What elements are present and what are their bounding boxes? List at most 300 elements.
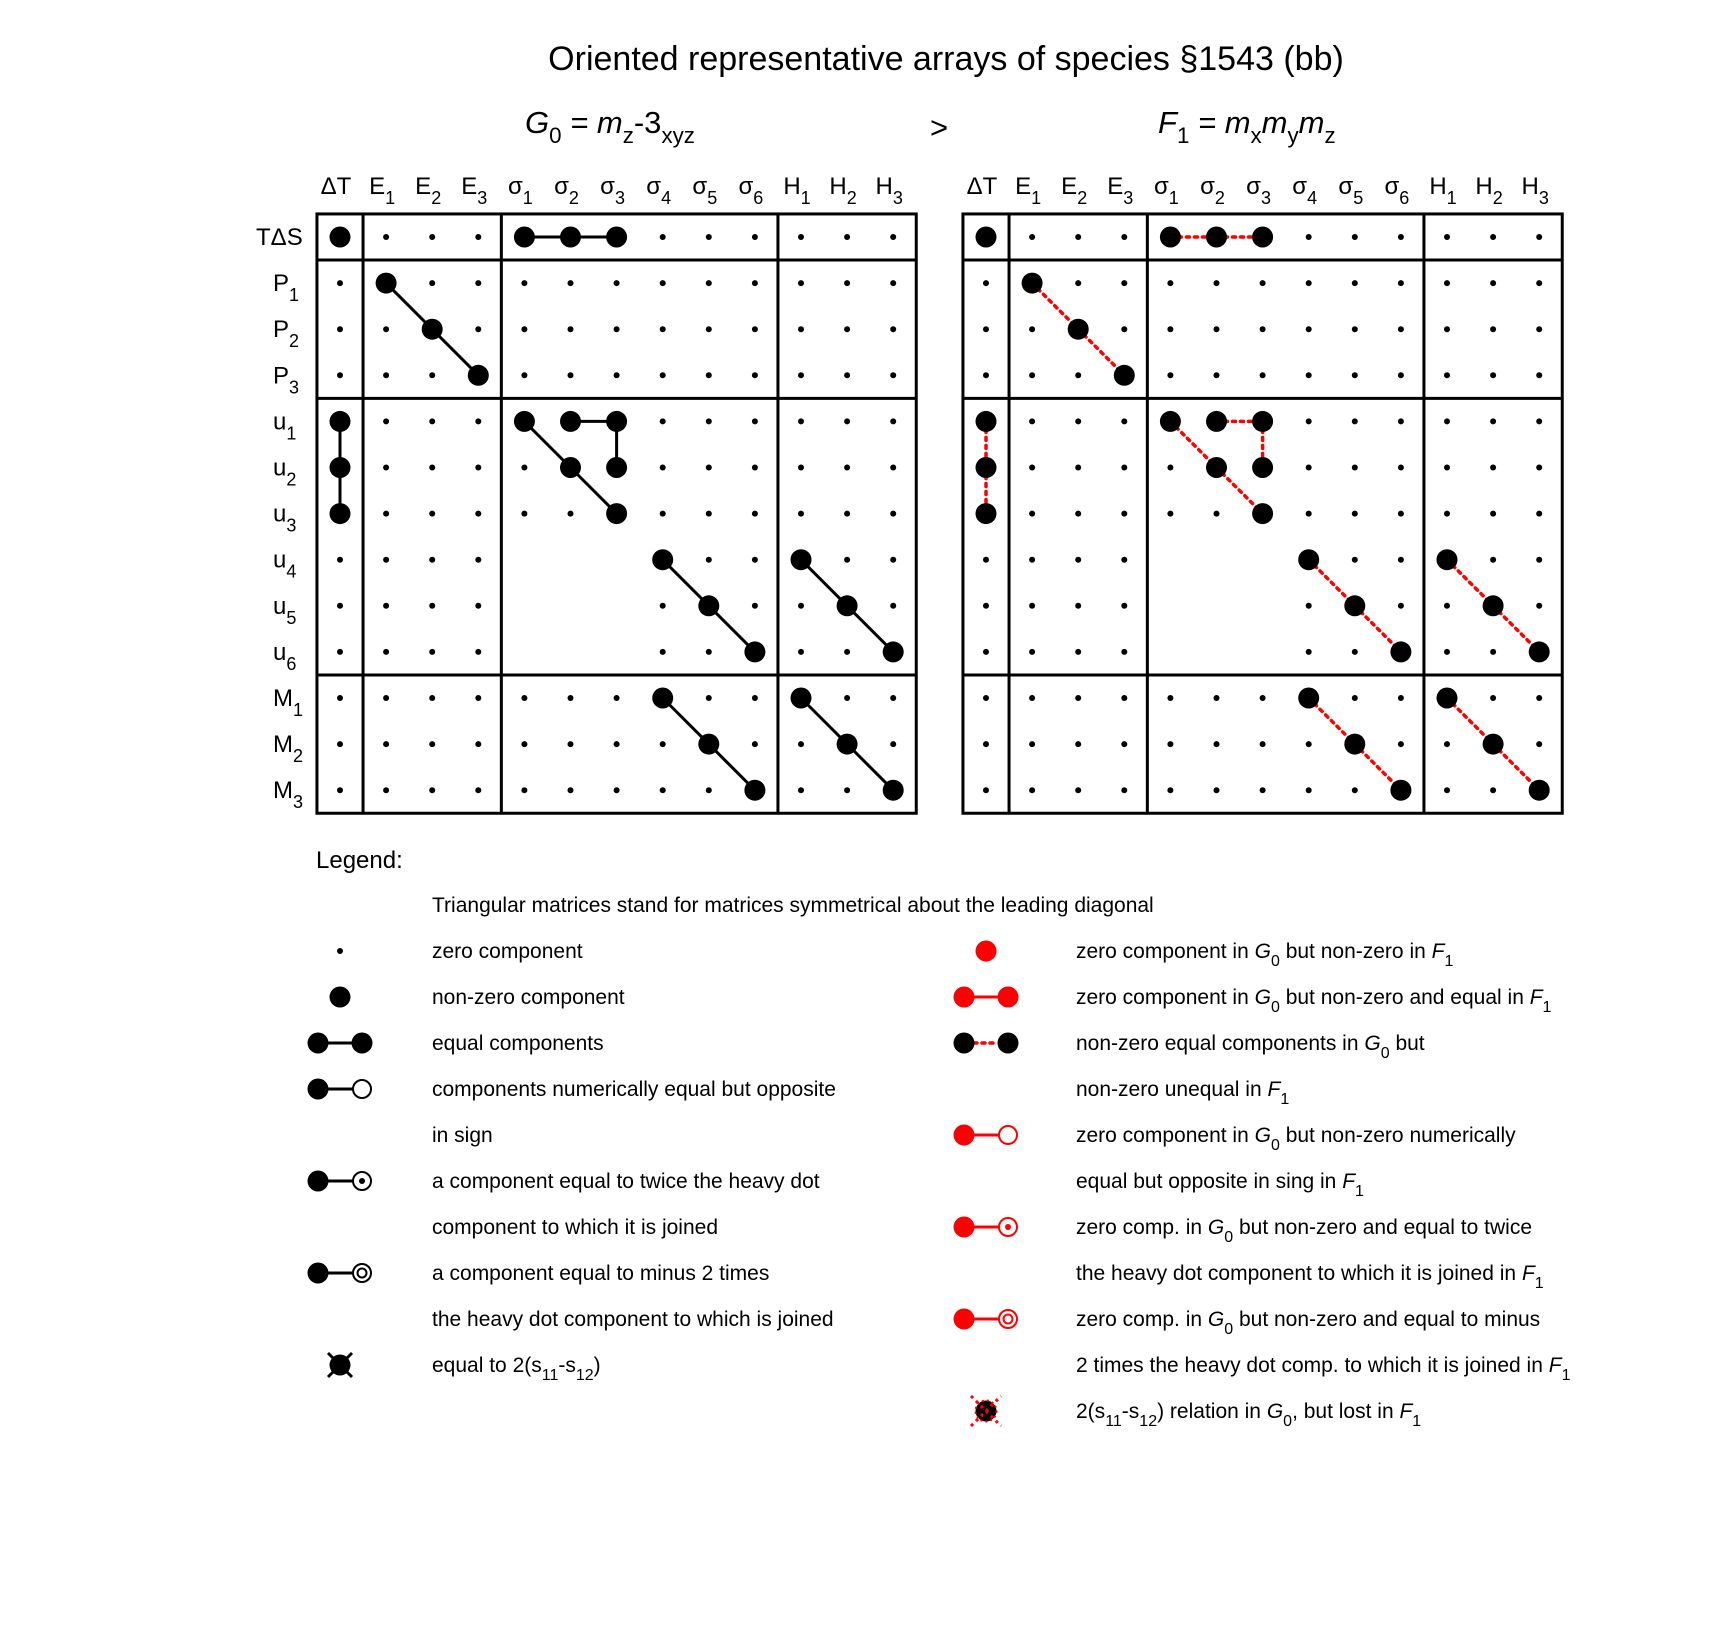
- zero-component: [383, 695, 389, 701]
- legend-text: non-zero unequal in $F_1$: [1076, 1078, 1290, 1108]
- zero-component: [521, 511, 527, 517]
- zero-component: [752, 511, 758, 517]
- zero-component: [1536, 695, 1542, 701]
- zero-component: [1167, 787, 1173, 793]
- zero-component: [1214, 741, 1220, 747]
- zero-component: [1536, 234, 1542, 240]
- zero-component: [383, 372, 389, 378]
- zero-component: [1444, 465, 1450, 471]
- legend-text: zero component in $G_0$ but non-zero in $F_1$: [1076, 940, 1454, 970]
- zero-component: [844, 372, 850, 378]
- zero-component: [1444, 741, 1450, 747]
- row-label: TΔS: [256, 224, 303, 251]
- zero-component: [1398, 465, 1404, 471]
- non-zero-component: [606, 457, 627, 478]
- zero-component: [1398, 234, 1404, 240]
- zero-component: [1306, 280, 1312, 286]
- legend-text: equal to $2(s_{11}-s_{12})$: [432, 1354, 601, 1384]
- zero-component: [521, 787, 527, 793]
- zero-component: [521, 326, 527, 332]
- legend-item: [330, 986, 625, 1009]
- row-label: $M_2$: [273, 731, 304, 767]
- red-dot-symbol: [976, 941, 997, 962]
- legend-item: [971, 1396, 1421, 1430]
- non-zero-component: [1114, 365, 1135, 386]
- zero-component: [337, 787, 343, 793]
- legend-item: [954, 1032, 1425, 1108]
- zero-component: [1352, 787, 1358, 793]
- legend-text: non-zero equal components in $G_0$ but: [1076, 1032, 1425, 1062]
- left-column-label: $E_3$: [461, 173, 488, 208]
- non-zero-component: [1390, 641, 1411, 662]
- zero-component: [660, 649, 666, 655]
- zero-component: [1536, 511, 1542, 517]
- zero-component: [1075, 787, 1081, 793]
- zero-component: [844, 326, 850, 332]
- zero-component: [1306, 234, 1312, 240]
- zero-component: [752, 557, 758, 563]
- zero-component: [1352, 234, 1358, 240]
- zero-component: [1029, 557, 1035, 563]
- zero-component: [1306, 372, 1312, 378]
- zero-component: [706, 695, 712, 701]
- zero-component: [1352, 372, 1358, 378]
- zero-component: [660, 234, 666, 240]
- legend-text: non-zero component: [432, 986, 625, 1009]
- zero-component: [429, 557, 435, 563]
- non-zero-component: [976, 227, 997, 248]
- zero-component: [1398, 511, 1404, 517]
- right-column-label: ΔT: [966, 173, 998, 200]
- zero-component: [798, 372, 804, 378]
- zero-component: [844, 557, 850, 563]
- right-column-label: $H_3$: [1521, 173, 1549, 208]
- zero-component: [383, 741, 389, 747]
- non-zero-component: [837, 595, 858, 616]
- arrays-layer: [256, 173, 1562, 813]
- left-array: [256, 173, 916, 813]
- zero-component: [337, 326, 343, 332]
- zero-component: [1121, 603, 1127, 609]
- left-array-heading: $G_0 = m_z-3_{xyz}$: [525, 105, 695, 148]
- zero-component: [1029, 418, 1035, 424]
- zero-component: [798, 603, 804, 609]
- zero-component: [1352, 465, 1358, 471]
- zero-component: [1075, 372, 1081, 378]
- zero-component: [1536, 418, 1542, 424]
- legend-item: [954, 1216, 1544, 1292]
- zero-component: [1490, 234, 1496, 240]
- non-zero-component: [1252, 457, 1273, 478]
- zero-component: [1029, 511, 1035, 517]
- red-equal-pair-symbol: [954, 987, 1019, 1008]
- non-zero-component: [791, 549, 812, 570]
- zero-component: [1444, 372, 1450, 378]
- zero-component: [1352, 280, 1358, 286]
- non-zero-component: [422, 319, 443, 340]
- zero-component: [337, 280, 343, 286]
- zero-component: [983, 649, 989, 655]
- zero-component: [706, 649, 712, 655]
- non-zero-component: [1483, 595, 1504, 616]
- zero-component: [337, 649, 343, 655]
- zero-component: [1029, 603, 1035, 609]
- zero-component: [429, 465, 435, 471]
- zero-component: [1260, 787, 1266, 793]
- zero-component: [844, 234, 850, 240]
- legend-heading: Legend:: [316, 847, 403, 874]
- zero-component: [429, 372, 435, 378]
- zero-component: [1444, 511, 1450, 517]
- zero-component: [429, 649, 435, 655]
- zero-component: [890, 557, 896, 563]
- zero-component: [890, 603, 896, 609]
- zero-component: [568, 787, 574, 793]
- zero-component: [1075, 280, 1081, 286]
- non-zero-component: [698, 595, 719, 616]
- right-column-label: $\sigma_5$: [1338, 173, 1364, 208]
- non-zero-component: [330, 503, 351, 524]
- zero-component: [429, 280, 435, 286]
- zero-component: [844, 695, 850, 701]
- non-zero-component: [1529, 641, 1550, 662]
- right-column-label: $H_1$: [1429, 173, 1457, 208]
- left-column-label: $E_2$: [415, 173, 442, 208]
- zero-component: [1490, 787, 1496, 793]
- zero-component: [475, 280, 481, 286]
- legend-text: components numerically equal but opposite: [432, 1078, 836, 1101]
- zero-component: [1398, 418, 1404, 424]
- legend-text: zero component: [432, 940, 583, 963]
- zero-component: [1352, 557, 1358, 563]
- zero-component: [1075, 418, 1081, 424]
- zero-component: [1536, 280, 1542, 286]
- non-zero-component: [1437, 688, 1458, 709]
- non-zero-component: [1298, 549, 1319, 570]
- zero-component: [660, 787, 666, 793]
- zero-component: [614, 695, 620, 701]
- right-column-label: $H_2$: [1475, 173, 1503, 208]
- zero-component: [521, 695, 527, 701]
- zero-component: [1075, 649, 1081, 655]
- zero-component: [1075, 603, 1081, 609]
- zero-component: [1260, 695, 1266, 701]
- zero-component: [660, 465, 666, 471]
- zero-component: [1444, 234, 1450, 240]
- zero-component: [521, 741, 527, 747]
- non-zero-component: [468, 365, 489, 386]
- zero-component: [614, 741, 620, 747]
- zero-component: [890, 418, 896, 424]
- zero-component: [1121, 695, 1127, 701]
- zero-component: [1029, 465, 1035, 471]
- zero-component: [983, 603, 989, 609]
- zero-component: [1444, 603, 1450, 609]
- non-zero-component: [560, 457, 581, 478]
- zero-component: [1214, 326, 1220, 332]
- zero-component: [383, 557, 389, 563]
- zero-component: [1398, 741, 1404, 747]
- zero-component: [429, 418, 435, 424]
- zero-component: [383, 787, 389, 793]
- zero-component: [890, 741, 896, 747]
- non-zero-component: [1206, 457, 1227, 478]
- zero-component: [568, 695, 574, 701]
- left-column-label: $\sigma_6$: [738, 173, 764, 208]
- zero-component: [844, 418, 850, 424]
- zero-component: [1398, 603, 1404, 609]
- zero-component: [983, 741, 989, 747]
- zero-component: [660, 603, 666, 609]
- heavy-dot-symbol: [330, 987, 351, 1008]
- zero-component: [383, 326, 389, 332]
- row-label: $P_3$: [273, 362, 300, 398]
- zero-component: [752, 465, 758, 471]
- left-column-label: $\sigma_1$: [507, 173, 533, 208]
- non-zero-component: [1344, 734, 1365, 755]
- minus-two-pair-symbol: [308, 1263, 372, 1284]
- zero-component: [1352, 511, 1358, 517]
- zero-component: [1306, 511, 1312, 517]
- legend-text: a component equal to minus 2 times: [432, 1262, 770, 1285]
- row-label: $u_1$: [273, 408, 297, 444]
- row-label: $u_5$: [273, 592, 297, 628]
- zero-component: [337, 695, 343, 701]
- zero-component: [798, 741, 804, 747]
- row-label: $M_3$: [273, 777, 304, 813]
- zero-component: [752, 418, 758, 424]
- zero-component: [798, 511, 804, 517]
- zero-component: [475, 465, 481, 471]
- zero-component: [1444, 280, 1450, 286]
- red-twice-pair-symbol: [954, 1217, 1018, 1238]
- dotted-pair-symbol: [954, 1033, 1019, 1054]
- zero-component: [1444, 418, 1450, 424]
- zero-component: [1260, 326, 1266, 332]
- row-label: $u_4$: [273, 546, 297, 582]
- non-zero-component: [330, 227, 351, 248]
- zero-component: [798, 418, 804, 424]
- non-zero-component: [1252, 227, 1273, 248]
- zero-component: [475, 326, 481, 332]
- zero-component: [660, 741, 666, 747]
- zero-component: [475, 603, 481, 609]
- zero-component: [429, 787, 435, 793]
- zero-component: [798, 234, 804, 240]
- zero-component: [752, 326, 758, 332]
- non-zero-component: [1344, 595, 1365, 616]
- relation-symbol: >: [929, 110, 949, 145]
- zero-component: [660, 418, 666, 424]
- zero-component: [383, 418, 389, 424]
- zero-component: [614, 372, 620, 378]
- zero-component: [798, 326, 804, 332]
- right-column-label: $E_3$: [1107, 173, 1134, 208]
- zero-component: [1352, 649, 1358, 655]
- zero-component: [337, 603, 343, 609]
- non-zero-component: [652, 549, 673, 570]
- zero-component: [706, 418, 712, 424]
- zero-component: [1214, 787, 1220, 793]
- zero-component: [844, 511, 850, 517]
- zero-component: [1121, 741, 1127, 747]
- zero-component: [475, 649, 481, 655]
- zero-component: [1167, 326, 1173, 332]
- non-zero-component: [883, 780, 904, 801]
- zero-component: [475, 787, 481, 793]
- zero-component: [660, 280, 666, 286]
- left-column-label: $H_1$: [783, 173, 811, 208]
- zero-component: [475, 695, 481, 701]
- zero-component: [1490, 695, 1496, 701]
- zero-component: [844, 465, 850, 471]
- zero-component: [521, 372, 527, 378]
- non-zero-component: [744, 780, 765, 801]
- zero-component: [383, 511, 389, 517]
- zero-component: [1306, 649, 1312, 655]
- zero-component: [798, 787, 804, 793]
- zero-component: [1121, 511, 1127, 517]
- zero-component: [983, 280, 989, 286]
- non-zero-component: [1390, 780, 1411, 801]
- non-zero-component: [514, 411, 535, 432]
- zero-component: [1306, 603, 1312, 609]
- left-column-label: ΔT: [320, 173, 352, 200]
- zero-component: [568, 326, 574, 332]
- legend-text: in sign: [432, 1124, 493, 1147]
- legend-text: equal components: [432, 1032, 604, 1055]
- legend-text: 2 times the heavy dot comp. to which it is joined in $F_1$: [1076, 1354, 1571, 1384]
- zero-component: [1214, 511, 1220, 517]
- zero-component: [752, 372, 758, 378]
- zero-component: [1398, 326, 1404, 332]
- zero-component: [1075, 465, 1081, 471]
- non-zero-component: [376, 273, 397, 294]
- legend-note: Triangular matrices stand for matrices symmetrical about the leading diagonal: [432, 894, 1154, 917]
- left-column-label: $H_2$: [829, 173, 857, 208]
- zero-component: [1536, 557, 1542, 563]
- zero-component: [1214, 280, 1220, 286]
- non-zero-component: [1298, 688, 1319, 709]
- zero-component: [383, 649, 389, 655]
- zero-component: [337, 372, 343, 378]
- left-column-label: $\sigma_3$: [600, 173, 626, 208]
- non-zero-component: [976, 457, 997, 478]
- zero-component: [1075, 234, 1081, 240]
- non-zero-component: [514, 227, 535, 248]
- legend-text: zero component in $G_0$ but non-zero and equal in $F_1$: [1076, 986, 1552, 1016]
- zero-component: [383, 465, 389, 471]
- zero-component: [1536, 326, 1542, 332]
- zero-component: [1490, 372, 1496, 378]
- zero-component: [614, 280, 620, 286]
- legend-text: component to which it is joined: [432, 1216, 718, 1239]
- crossed-dot-symbol: [328, 1353, 352, 1377]
- left-column-label: $H_3$: [875, 173, 903, 208]
- zero-component: [890, 372, 896, 378]
- zero-component: [383, 603, 389, 609]
- opposite-pair-symbol: [308, 1079, 372, 1100]
- legend-item: [308, 1032, 604, 1055]
- zero-component: [890, 511, 896, 517]
- non-zero-component: [606, 411, 627, 432]
- non-zero-component: [744, 641, 765, 662]
- zero-component: [1260, 741, 1266, 747]
- zero-component: [1075, 557, 1081, 563]
- legend-text: zero comp. in $G_0$ but non-zero and equal to twice: [1076, 1216, 1533, 1246]
- legend-item: [308, 1078, 836, 1147]
- non-zero-component: [1252, 411, 1273, 432]
- zero-component: [1444, 326, 1450, 332]
- zero-component: [1490, 511, 1496, 517]
- zero-component: [1029, 741, 1035, 747]
- zero-component: [1167, 741, 1173, 747]
- non-zero-component: [1068, 319, 1089, 340]
- zero-component: [429, 695, 435, 701]
- zero-component: [706, 326, 712, 332]
- zero-component: [983, 557, 989, 563]
- row-label: $u_6$: [273, 638, 297, 674]
- non-zero-component: [1160, 411, 1181, 432]
- non-zero-component: [1022, 273, 1043, 294]
- non-zero-component: [1437, 549, 1458, 570]
- zero-component: [475, 557, 481, 563]
- zero-component: [1029, 326, 1035, 332]
- legend-item: [308, 1170, 820, 1239]
- zero-component: [1121, 649, 1127, 655]
- zero-component: [1398, 372, 1404, 378]
- red-crossed-dot-symbol: [971, 1396, 1001, 1426]
- zero-component: [1029, 234, 1035, 240]
- legend-text: $2(s_{11}-s_{12})$ relation in $G_0$, but lost in $F_1$: [1076, 1400, 1422, 1430]
- row-label: $M_1$: [273, 685, 304, 720]
- zero-component: [1490, 418, 1496, 424]
- non-zero-component: [837, 734, 858, 755]
- zero-component: [614, 326, 620, 332]
- zero-component: [429, 741, 435, 747]
- zero-component: [1398, 280, 1404, 286]
- zero-component: [844, 649, 850, 655]
- zero-component: [521, 465, 527, 471]
- non-zero-component: [330, 411, 351, 432]
- right-column-label: $\sigma_4$: [1292, 173, 1318, 208]
- zero-component: [890, 695, 896, 701]
- zero-component: [568, 372, 574, 378]
- left-column-label: $E_1$: [369, 173, 396, 208]
- row-label: $P_2$: [273, 316, 300, 352]
- zero-component: [1121, 465, 1127, 471]
- zero-component: [1029, 787, 1035, 793]
- zero-component: [844, 787, 850, 793]
- non-zero-component: [1483, 734, 1504, 755]
- zero-component: [568, 511, 574, 517]
- zero-component: [890, 280, 896, 286]
- zero-component: [475, 234, 481, 240]
- zero-component: [706, 234, 712, 240]
- zero-component: [706, 787, 712, 793]
- zero-component: [337, 741, 343, 747]
- zero-component: [1167, 511, 1173, 517]
- zero-component: [1536, 372, 1542, 378]
- zero-component: [1352, 418, 1358, 424]
- zero-component: [1121, 234, 1127, 240]
- zero-component: [614, 787, 620, 793]
- left-column-label: $\sigma_2$: [554, 173, 579, 208]
- zero-component: [1444, 787, 1450, 793]
- zero-component: [890, 326, 896, 332]
- zero-component: [1075, 511, 1081, 517]
- zero-component: [1121, 787, 1127, 793]
